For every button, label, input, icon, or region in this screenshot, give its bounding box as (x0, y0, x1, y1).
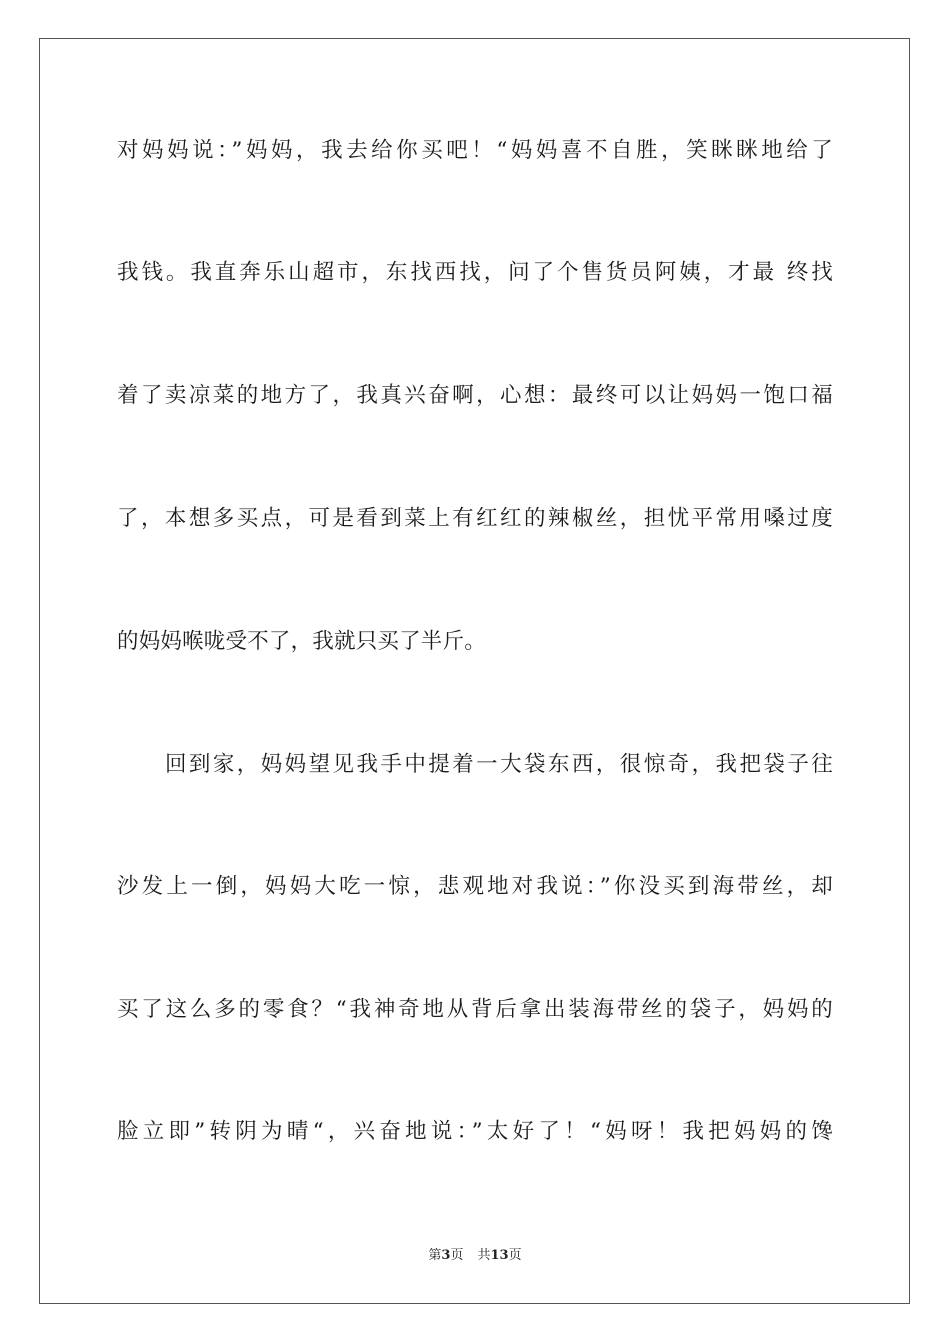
total-prefix: 共 (477, 1248, 491, 1263)
page-footer (0, 1248, 950, 1264)
text-line: 着了卖凉菜的地方了，我真兴奋啊，心想：最终可以让妈妈一饱口福 (117, 383, 833, 408)
text-line: 了，本想多买点，可是看到菜上有红红的辣椒丝，担忧平常用嗓过度 (117, 506, 833, 531)
text-line: 的妈妈喉咙受不了，我就只买了半斤。 (117, 629, 486, 654)
page-suffix: 页 (450, 1248, 464, 1263)
text-line: 对妈妈说：”妈妈，我去给你买吧！“妈妈喜不自胜，笑眯眯地给了 (117, 138, 833, 163)
total-suffix: 页 (508, 1248, 522, 1263)
total-pages-label (477, 1248, 521, 1264)
text-line: 我钱。我直奔乐山超市，东找西找，问了个售货员阿姨，才最 终找 (117, 260, 833, 285)
text-line: 买了这么多的零食？“我神奇地从背后拿出装海带丝的袋子，妈妈的 (117, 997, 833, 1022)
page-number: 3 (441, 1248, 451, 1263)
text-line: 脸立即”转阴为晴“，兴奋地说：”太好了！“妈呀！我把妈妈的馋 (117, 1119, 833, 1144)
page-number-label (428, 1248, 463, 1264)
text-line: 沙发上一倒，妈妈大吃一惊，悲观地对我说：”你没买到海带丝，却 (117, 874, 833, 899)
text-line-indented: 回到家，妈妈望见我手中提着一大袋东西，很惊奇，我把袋子往 (165, 752, 833, 777)
page-border (39, 38, 910, 1304)
page-prefix: 第 (428, 1248, 442, 1263)
total-number: 13 (490, 1248, 509, 1263)
